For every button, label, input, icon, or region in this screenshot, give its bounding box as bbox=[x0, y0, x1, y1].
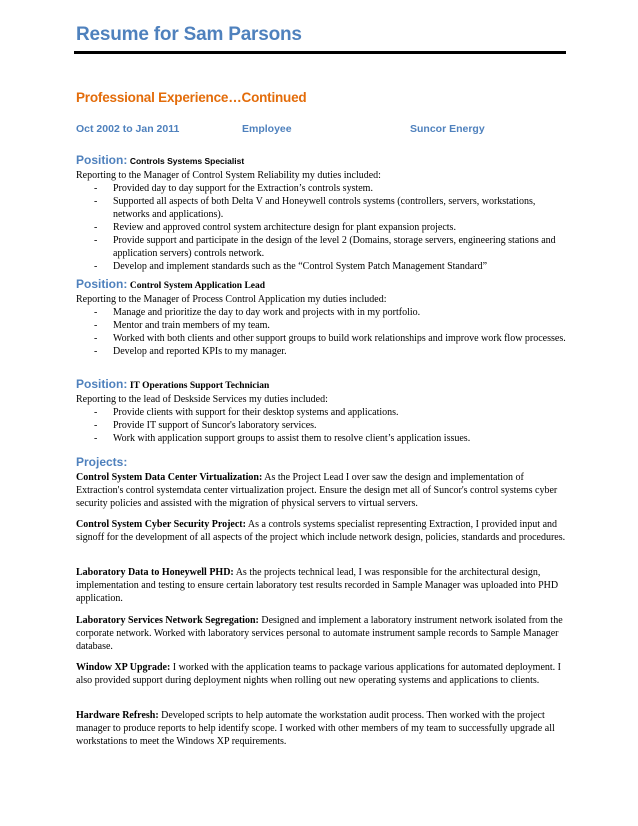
duty-text: Develop and reported KPIs to my manager. bbox=[113, 346, 287, 357]
duty-text: Mentor and train members of my team. bbox=[113, 320, 270, 331]
project-item-1 bbox=[76, 471, 566, 510]
job-type: Employee bbox=[242, 123, 292, 135]
project-item-4 bbox=[76, 614, 566, 653]
position-heading bbox=[76, 153, 566, 169]
position-label: Position: bbox=[76, 277, 128, 291]
title-divider bbox=[74, 51, 566, 54]
position-reporting: Reporting to the Manager of Process Control Application my duties included: bbox=[76, 294, 387, 305]
duty-text: Provided day to day support for the Extraction’s controls system. bbox=[113, 183, 373, 194]
list-item: - Supported all aspects of both Delta V and Honeywell controls systems (controllers, servers, workstations, networks and applications). bbox=[94, 196, 536, 220]
list-item: - Mentor and train members of my team. bbox=[94, 320, 270, 331]
duties-list bbox=[76, 306, 566, 358]
section-heading-experience: Professional Experience…Continued bbox=[76, 90, 307, 105]
project-description: Developed scripts to help automate the workstation audit process. Then worked with the project manager to produce reports to help identify scope. I worked with other members of my team to successfully upgrade all workstations to meet the Windows XP requirements. bbox=[76, 710, 555, 747]
project-item-2 bbox=[76, 518, 566, 544]
list-item: - Review and approved control system architecture design for plant expansion projects. bbox=[94, 222, 456, 233]
project-name: Control System Cyber Security Project: bbox=[76, 519, 246, 530]
duty-text: Work with application support groups to assist them to resolve client’s application issues. bbox=[113, 433, 471, 444]
page-title: Resume for Sam Parsons bbox=[76, 24, 302, 45]
project-name: Control System Data Center Virtualization: bbox=[76, 472, 263, 483]
job-company: Suncor Energy bbox=[410, 123, 485, 135]
project-item-6 bbox=[76, 709, 566, 748]
position-heading bbox=[76, 377, 566, 393]
duty-text: Supported all aspects of both Delta V and Honeywell controls systems (controllers, servers, workstations, networks and applications). bbox=[113, 196, 536, 220]
projects-section bbox=[76, 455, 566, 469]
position-heading bbox=[76, 277, 566, 293]
project-item-3 bbox=[76, 566, 566, 605]
job-dates: Oct 2002 to Jan 2011 bbox=[76, 123, 180, 135]
position-block-3 bbox=[76, 377, 566, 445]
project-item-5 bbox=[76, 661, 566, 687]
project-name: Laboratory Data to Honeywell PHD: bbox=[76, 567, 234, 578]
list-item: - Provide support and participate in the design of the level 2 (Domains, storage servers, engineering stations and application servers) controls network. bbox=[94, 235, 556, 259]
project-name: Window XP Upgrade: bbox=[76, 662, 171, 673]
list-item: - Provide IT support of Suncor's laboratory services. bbox=[94, 420, 317, 431]
project-description: As the projects technical lead, I was responsible for the architectural design, implementation and testing to ensure certain laboratory test results recorded in Sample Manager was uploaded into PHD application. bbox=[76, 567, 559, 604]
position-block-2 bbox=[76, 277, 566, 358]
duty-text: Manage and prioritize the day to day work and projects with in my portfolio. bbox=[113, 307, 421, 318]
position-title: IT Operations Support Technician bbox=[129, 381, 270, 391]
position-reporting: Reporting to the Manager of Control System Reliability my duties included: bbox=[76, 170, 381, 181]
duty-text: Provide clients with support for their desktop systems and applications. bbox=[113, 407, 399, 418]
project-name: Hardware Refresh: bbox=[76, 710, 159, 721]
position-reporting: Reporting to the lead of Deskside Services my duties included: bbox=[76, 394, 328, 405]
project-description: Designed and implement a laboratory instrument network isolated from the corporate network. Worked with laboratory services personal to automate instrument sample records to Sample Manager database. bbox=[76, 615, 563, 652]
list-item: - Manage and prioritize the day to day work and projects with in my portfolio. bbox=[94, 307, 421, 318]
section-heading-projects: Projects: bbox=[76, 455, 128, 469]
list-item: - Worked with both clients and other support groups to build work relationships and improve work flow processes. bbox=[94, 333, 566, 344]
list-item: - Develop and reported KPIs to my manager. bbox=[94, 346, 287, 357]
duty-text: Provide IT support of Suncor's laboratory services. bbox=[113, 420, 317, 431]
duties-list bbox=[76, 182, 566, 273]
position-label: Position: bbox=[76, 377, 128, 391]
duties-list bbox=[76, 406, 566, 445]
list-item: - Develop and implement standards such as the “Control System Patch Management Standard” bbox=[94, 261, 488, 272]
list-item: - Provide clients with support for their desktop systems and applications. bbox=[94, 407, 399, 418]
project-description: As a controls systems specialist representing Extraction, I provided input and signoff for the development of all aspects of the project which include network design, policies, standards and procedures. bbox=[76, 519, 566, 543]
position-block-1 bbox=[76, 153, 566, 273]
list-item: - Work with application support groups to assist them to resolve client’s application issues. bbox=[94, 433, 471, 444]
project-description: I worked with the application teams to package various applications for automated deployment. I also provided support during deployment nights when rolling out new operating systems and applications to clients. bbox=[76, 662, 561, 686]
duty-text: Review and approved control system architecture design for plant expansion projects. bbox=[113, 222, 456, 233]
duty-text: Develop and implement standards such as the “Control System Patch Management Standard” bbox=[113, 261, 488, 272]
project-description: As the Project Lead I over saw the design and implementation of Extraction's control systemdata center virtualization project. Ensure the design met all of Suncor's control systems cyber security policies and assisted with the migration of physical servers to virtual servers. bbox=[76, 472, 558, 509]
position-title: Controls Systems Specialist bbox=[129, 156, 245, 166]
list-item: - Provided day to day support for the Extraction’s controls system. bbox=[94, 183, 373, 194]
position-title: Control System Application Lead bbox=[129, 281, 266, 291]
duty-text: Provide support and participate in the design of the level 2 (Domains, storage servers, engineering stations and application servers) controls network. bbox=[113, 235, 556, 259]
position-label: Position: bbox=[76, 153, 128, 167]
project-name: Laboratory Services Network Segregation: bbox=[76, 615, 259, 626]
duty-text: Worked with both clients and other support groups to build work relationships and improve work flow processes. bbox=[113, 333, 566, 344]
